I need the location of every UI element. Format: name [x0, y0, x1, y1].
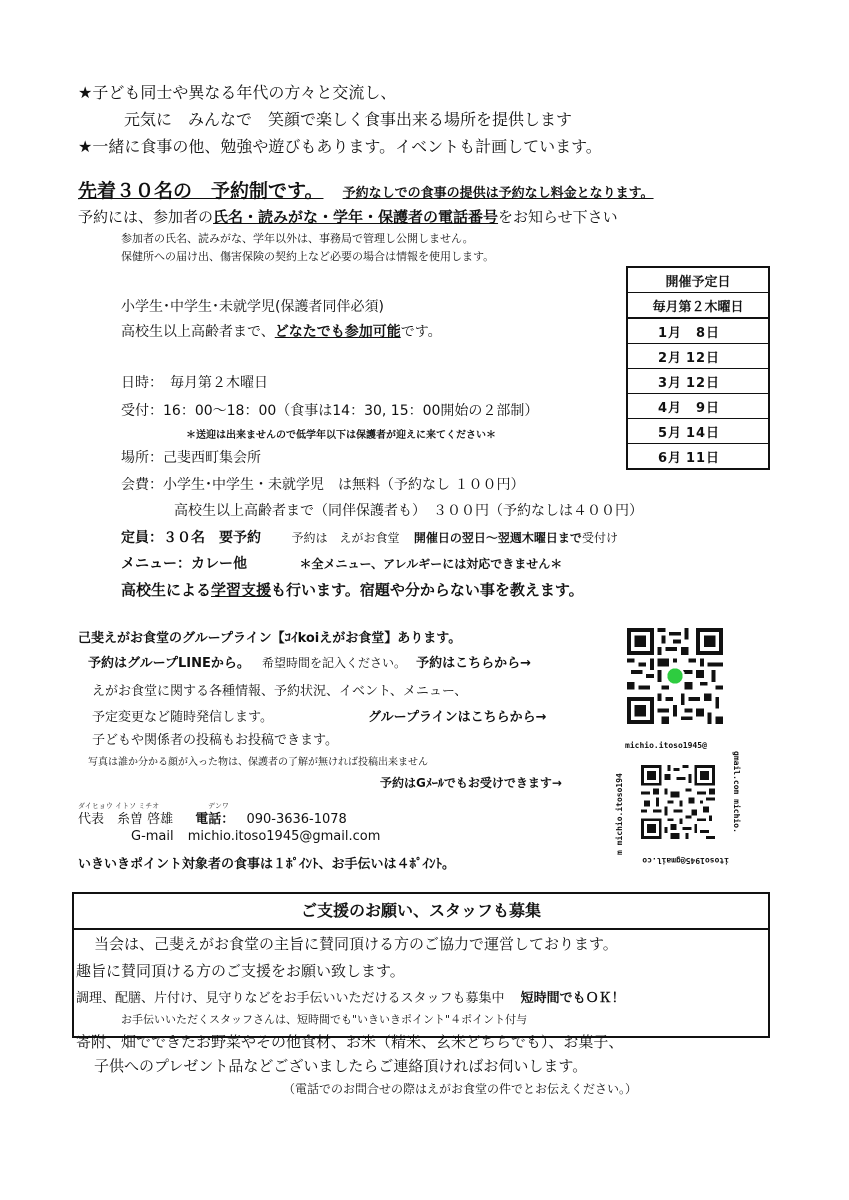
schedule-table — [626, 266, 770, 470]
privacy-note-2: 保健所への届け出、傷害保険の契約上など必要の場合は情報を使用します。 — [121, 250, 495, 263]
line-qr-code[interactable] — [627, 628, 723, 724]
menu-note: ＊全メニュー、アレルギーには対応できません＊ — [299, 557, 563, 571]
reservation-headline: 先着３０名の 予約制です。 — [78, 180, 324, 202]
line-info-2: 予定変更など随時発信します。 — [92, 710, 273, 725]
intro-line-2: 元気に みんなで 笑顔で楽しく食事出来る場所を提供します — [124, 110, 573, 129]
schedule-date: 3月 12日 — [627, 369, 769, 394]
capacity-via: 予約は えがお食堂 — [291, 531, 400, 545]
line-group-link[interactable]: グループラインはこちらから→ — [368, 710, 547, 725]
fee-line-2: 高校生以上高齢者まで（同伴保護者も） ３００円（予約なしは４００円） — [174, 503, 643, 519]
support-line-1: 当会は、己斐えがお食堂の主旨に賛同頂ける方のご協力で運営しております。 — [94, 935, 618, 953]
capacity-period: 開催日の翌日～翌週木曜日まで — [413, 531, 582, 545]
qr-frame-top: michio.itoso1945@ — [625, 741, 707, 750]
support-title: ご支援のお願い、スタッフも募集 — [72, 892, 770, 930]
qr-frame-right: gmail.com michio. — [732, 751, 741, 833]
support-line-2: 趣旨に賛同頂ける方のご支援をお願い致します。 — [76, 962, 405, 980]
line-info-1: えがお食堂に関する各種情報、予約状況、イベント、メニュー、 — [92, 684, 468, 699]
qr-frame-left: m michio.itoso194 — [615, 773, 624, 855]
support-line-7: （電話でのお問合せの際はえがお食堂の件でとお伝えください。） — [283, 1082, 638, 1096]
reservation-info — [78, 206, 618, 227]
tel-number: 090-3636-1078 — [246, 812, 347, 827]
support-line-3: 調理、配膳、片付け、見守りなどをお手伝いいただけるスタッフも募集中 — [76, 991, 505, 1006]
capacity-line — [121, 527, 618, 547]
menu-label: メニュー：カレー他 — [121, 556, 247, 572]
reservation-info-fields: 氏名・読みがな・学年・保護者の電話番号 — [213, 208, 499, 226]
study-emph: 学習支援 — [211, 581, 272, 599]
gmail-qr-block[interactable] — [615, 741, 739, 865]
pickup-note: ＊送迎は出来ませんので低学年以下は保護者が迎えに来てください＊ — [186, 430, 496, 441]
contact-rep-row — [78, 808, 347, 827]
target-suffix: です。 — [400, 324, 442, 340]
line-reserve-link[interactable]: 予約はこちらから→ — [416, 656, 532, 671]
gmail-qr-code[interactable] — [641, 765, 715, 839]
line-reserve-note: 希望時間を記入ください。 — [261, 656, 406, 670]
rep-ruby: ダイヒョウ イトソ ミチオ — [78, 802, 160, 810]
gmail-label: G-mail — [131, 829, 174, 844]
contact-gmail-row — [131, 829, 380, 844]
target-line-2 — [121, 321, 442, 341]
reservation-info-suffix: をお知らせ下さい — [498, 208, 618, 226]
reservation-headline-note: 予約なしでの食事の提供は予約なし料金となります。 — [342, 186, 654, 201]
reception-time: 受付：16：00～18：00（食事は14：30, 15：00開始の２部制） — [121, 403, 539, 419]
support-line-3-row — [76, 987, 625, 1006]
capacity-label: 定員：３０名 要予約 — [121, 530, 261, 546]
support-line-6: 子供へのプレゼント品などございましたらご連絡頂ければお伺いします。 — [94, 1057, 588, 1075]
schedule-date: 1月 8日 — [627, 318, 769, 344]
event-date: 日時： 毎月第２木曜日 — [121, 375, 268, 391]
capacity-accept: 受付け — [581, 531, 618, 545]
intro-line-3: ★一緒に食事の他、勉強や遊びもあります。イベントも計画しています。 — [78, 137, 602, 156]
reservation-headline-row — [78, 176, 654, 203]
points-note: いきいきポイント対象者の食事は１ﾎﾟｲﾝﾄ、お手伝いは４ﾎﾟｲﾝﾄ。 — [78, 857, 456, 872]
fee-line-1: 会費：小学生･中学生・未就学児 は無料（予約なし １００円） — [121, 477, 525, 493]
intro-line-1: ★子ども同士や異なる年代の方々と交流し、 — [78, 83, 397, 102]
line-reserve-label: 予約はグループLINEから。 — [88, 656, 250, 671]
tel-label: 電話： — [195, 812, 235, 827]
schedule-title: 開催予定日 — [627, 267, 769, 293]
schedule-subtitle: 毎月第２木曜日 — [627, 293, 769, 319]
line-info-3: 子どもや関係者の投稿もお投稿できます。 — [92, 733, 338, 748]
privacy-note-1: 参加者の氏名、読みがな、学年以外は、事務局で管理し公開しません。 — [121, 232, 474, 245]
schedule-date: 4月 9日 — [627, 394, 769, 419]
menu-line — [121, 553, 562, 573]
tel-ruby: デンワ — [208, 802, 229, 810]
support-line-5: 寄附、畑でできたお野菜やその他食材、お米（精米、玄米どちらでも）、お菓子、 — [76, 1033, 624, 1051]
study-suffix: も行います。宿題や分からない事を教えます。 — [271, 581, 584, 599]
line-reserve-row — [88, 652, 531, 671]
support-line-3-emph: 短時間でもＯＫ！ — [520, 991, 625, 1006]
qr-frame-bottom: itoso1945@gmail.co — [642, 856, 729, 865]
schedule-date: 6月 11日 — [627, 444, 769, 470]
gmail-link[interactable]: 予約はGﾒｰﾙでもお受けできます→ — [380, 776, 562, 790]
gmail-address: michio.itoso1945@gmail.com — [187, 829, 381, 844]
schedule-date: 5月 14日 — [627, 419, 769, 444]
target-emph: どなたでも参加可能 — [274, 324, 401, 340]
support-line-4: お手伝いいただくスタッフさんは、短時間でも"いきいきポイント"４ポイント付与 — [121, 1013, 528, 1026]
target-line-1: 小学生･中学生･未就学児(保護者同伴必須) — [121, 299, 384, 315]
photo-note: 写真は誰か分かる顔が入った物は、保護者の了解が無ければ投稿出来ません — [88, 757, 428, 768]
schedule-date: 2月 12日 — [627, 344, 769, 369]
study-line — [121, 579, 584, 600]
reservation-info-prefix: 予約には、参加者の — [78, 208, 214, 226]
study-prefix: 高校生による — [121, 581, 212, 599]
line-group-title: 己斐えがお食堂のグループライン【ｺｲkoiえがお食堂】あります。 — [78, 631, 462, 646]
target-prefix: 高校生以上高齢者まで、 — [121, 324, 275, 340]
rep-name: 代表 糸曽 啓雄 — [78, 812, 174, 827]
venue: 場所：己斐西町集会所 — [121, 450, 261, 466]
